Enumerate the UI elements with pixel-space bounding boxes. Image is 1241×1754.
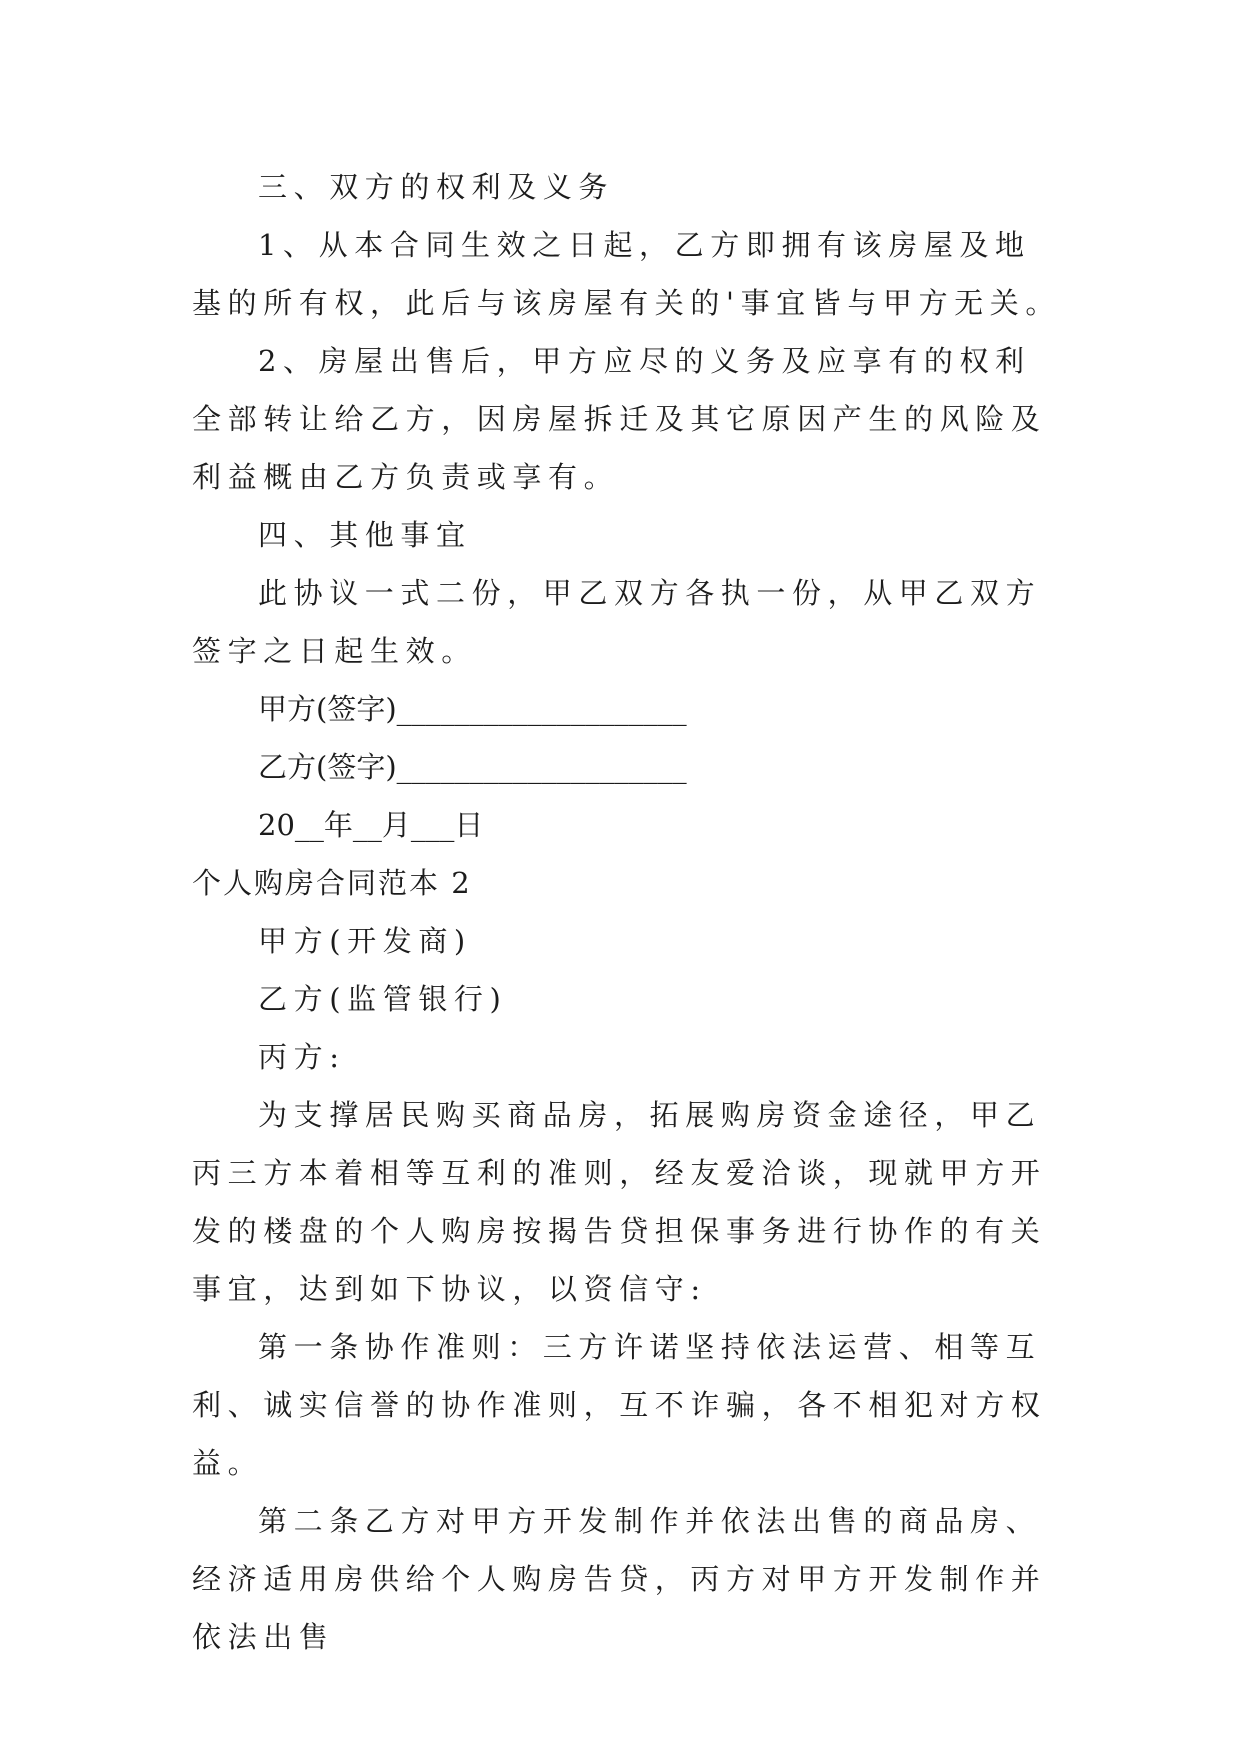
party-a-signature-line: 甲方(签字)____________________ bbox=[258, 692, 687, 726]
party-b-signature-line: 乙方(签字)____________________ bbox=[258, 750, 687, 784]
preamble-paragraph: 为支撑居民购买商品房，拓展购房资金途径，甲乙丙三方本着相等互利的准则，经友爱洽谈，现就甲方开发的楼盘的个人购房按揭告贷担保事务进行协作的有关事宜，达到如下协议，以资信守: bbox=[192, 1098, 1047, 1306]
section-heading-rights-obligations: 三、双方的权利及义务 bbox=[258, 170, 615, 204]
document-body bbox=[192, 158, 1062, 1666]
agreement-copies-paragraph: 此协议一式二份，甲乙双方各执一份，从甲乙双方签字之日起生效。 bbox=[192, 576, 1042, 668]
party-a-developer: 甲方(开发商) bbox=[258, 924, 472, 958]
article-1-cooperation-principles: 第一条协作准则：三方许诺坚持依法运营、相等互利、诚实信誉的协作准则，互不诈骗，各不相犯对方权益。 bbox=[192, 1330, 1047, 1480]
clause-2-transfer-rights: 2、房屋出售后，甲方应尽的义务及应享有的权利全部转让给乙方，因房屋拆迁及其它原因产生的风险及利益概由乙方负责或享有。 bbox=[192, 344, 1047, 494]
party-b-bank: 乙方(监管银行) bbox=[258, 982, 508, 1016]
article-2-loan-provision: 第二条乙方对甲方开发制作并依法出售的商品房、经济适用房供给个人购房告贷，丙方对甲方开发制作并依法出售 bbox=[192, 1504, 1047, 1654]
party-c: 丙方: bbox=[258, 1040, 346, 1074]
contract-template-title: 个人购房合同范本 2 bbox=[192, 866, 472, 900]
section-heading-other-matters: 四、其他事宜 bbox=[258, 518, 472, 552]
clause-1-ownership: 1、从本合同生效之日起，乙方即拥有该房屋及地基的所有权，此后与该房屋有关的'事宜皆与甲方无关。 bbox=[192, 228, 1061, 320]
date-line: 20__年__月___日 bbox=[258, 808, 484, 842]
